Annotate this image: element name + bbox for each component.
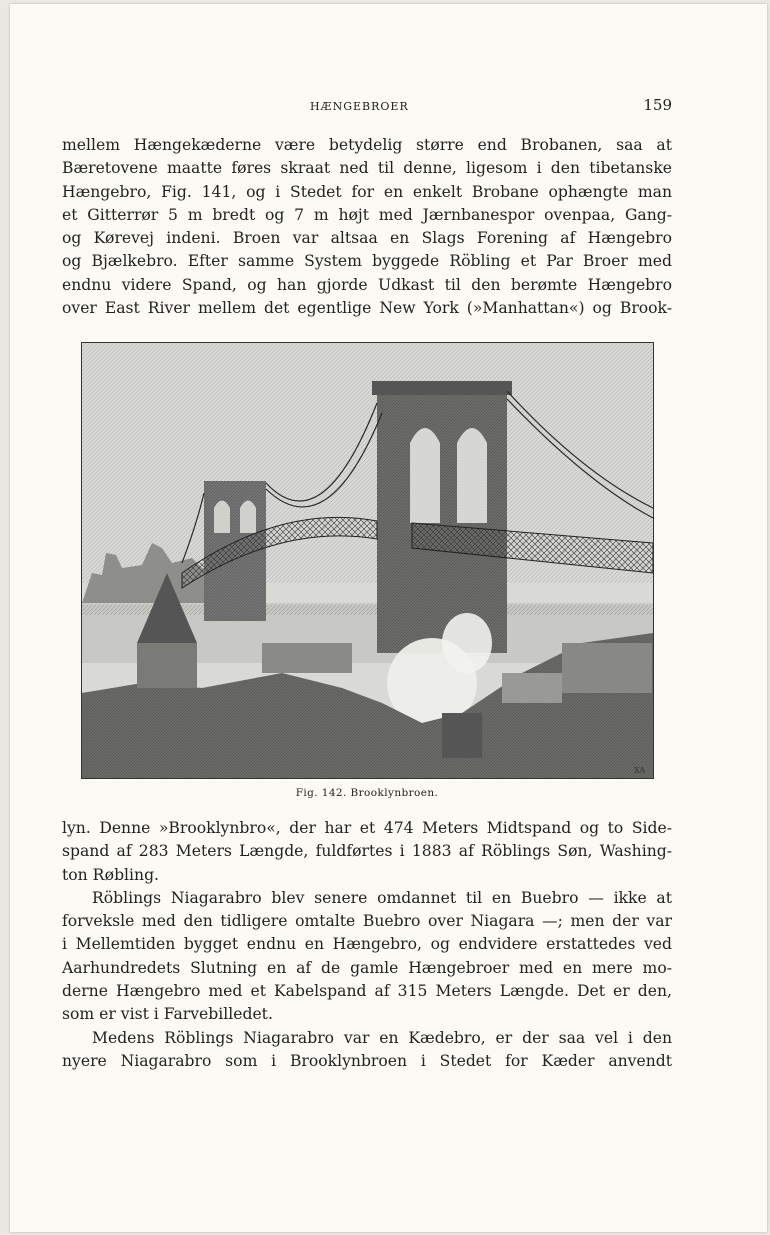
book-page <box>10 4 767 1232</box>
near-bridge-tower <box>372 381 512 653</box>
text-line: ton Røbling. <box>62 865 160 884</box>
brooklyn-bridge-engraving <box>82 343 653 778</box>
text-line: Röblings Niagarabro blev senere omdannet til en Buebro — ikke at <box>92 888 672 907</box>
text-line: derne Hængebro med et Kabelspand af 315 Meters Længde. Det er den, <box>62 982 672 1001</box>
text-line: lyn. Denne »Brooklynbro«, der har et 474 Meters Midtspand og to Side- <box>62 819 672 837</box>
text-line: Medens Röblings Niagarabro var en Kædebro, er der saa vel i den <box>92 1028 672 1047</box>
paragraph-2-to-4 <box>62 817 672 1073</box>
artist-signature: XA <box>634 766 646 775</box>
text-line: i Mellemtiden bygget endnu en Hængebro, og endvidere erstattedes ved <box>62 935 672 954</box>
text-line: et Gitterrør 5 m bredt og 7 m højt med Jærnbanespor ovenpaa, Gang- <box>62 205 672 224</box>
text-line: endnu videre Spand, og han gjorde Udkast til den berømte Hængebro <box>62 275 672 294</box>
text-line: Hængebro, Fig. 141, og i Stedet for en enkelt Brobane ophængte man <box>62 182 672 201</box>
text-line: mellem Hængekæderne være betydelig større end Brobanen, saa at <box>62 136 672 154</box>
text-line: og Kørevej indeni. Broen var altsaa en Slags Forening af Hængebro <box>62 229 672 248</box>
text-line: Bæretovene maatte føres skraat ned til denne, ligesom i den tibetanske <box>62 159 672 178</box>
figure-caption: Fig. 142. Brooklynbroen. <box>295 787 439 799</box>
paragraph-1 <box>62 134 672 320</box>
text-line: spand af 283 Meters Længde, fuldførtes i 1883 af Röblings Søn, Washing- <box>62 842 672 861</box>
text-line: Aarhundredets Slutning en af de gamle Hængebroer med en mere mo- <box>62 958 672 977</box>
text-line: som er vist i Farvebilledet. <box>62 1005 273 1024</box>
running-head: HÆNGEBROER <box>310 100 409 113</box>
brooklyn-bridge-figure <box>81 342 654 779</box>
text-line: og Bjælkebro. Efter samme System byggede Röbling et Par Broer med <box>62 252 672 271</box>
page-header <box>62 96 672 118</box>
text-line: over East River mellem det egentlige New York (»Manhattan«) og Brook- <box>62 299 672 318</box>
text-line: nyere Niagarabro som i Brooklynbroen i Stedet for Kæder anvendt <box>62 1051 672 1070</box>
page-number: 159 <box>643 96 672 114</box>
text-line: forveksle med den tidligere omtalte Buebro over Niagara —; men der var <box>62 912 672 931</box>
